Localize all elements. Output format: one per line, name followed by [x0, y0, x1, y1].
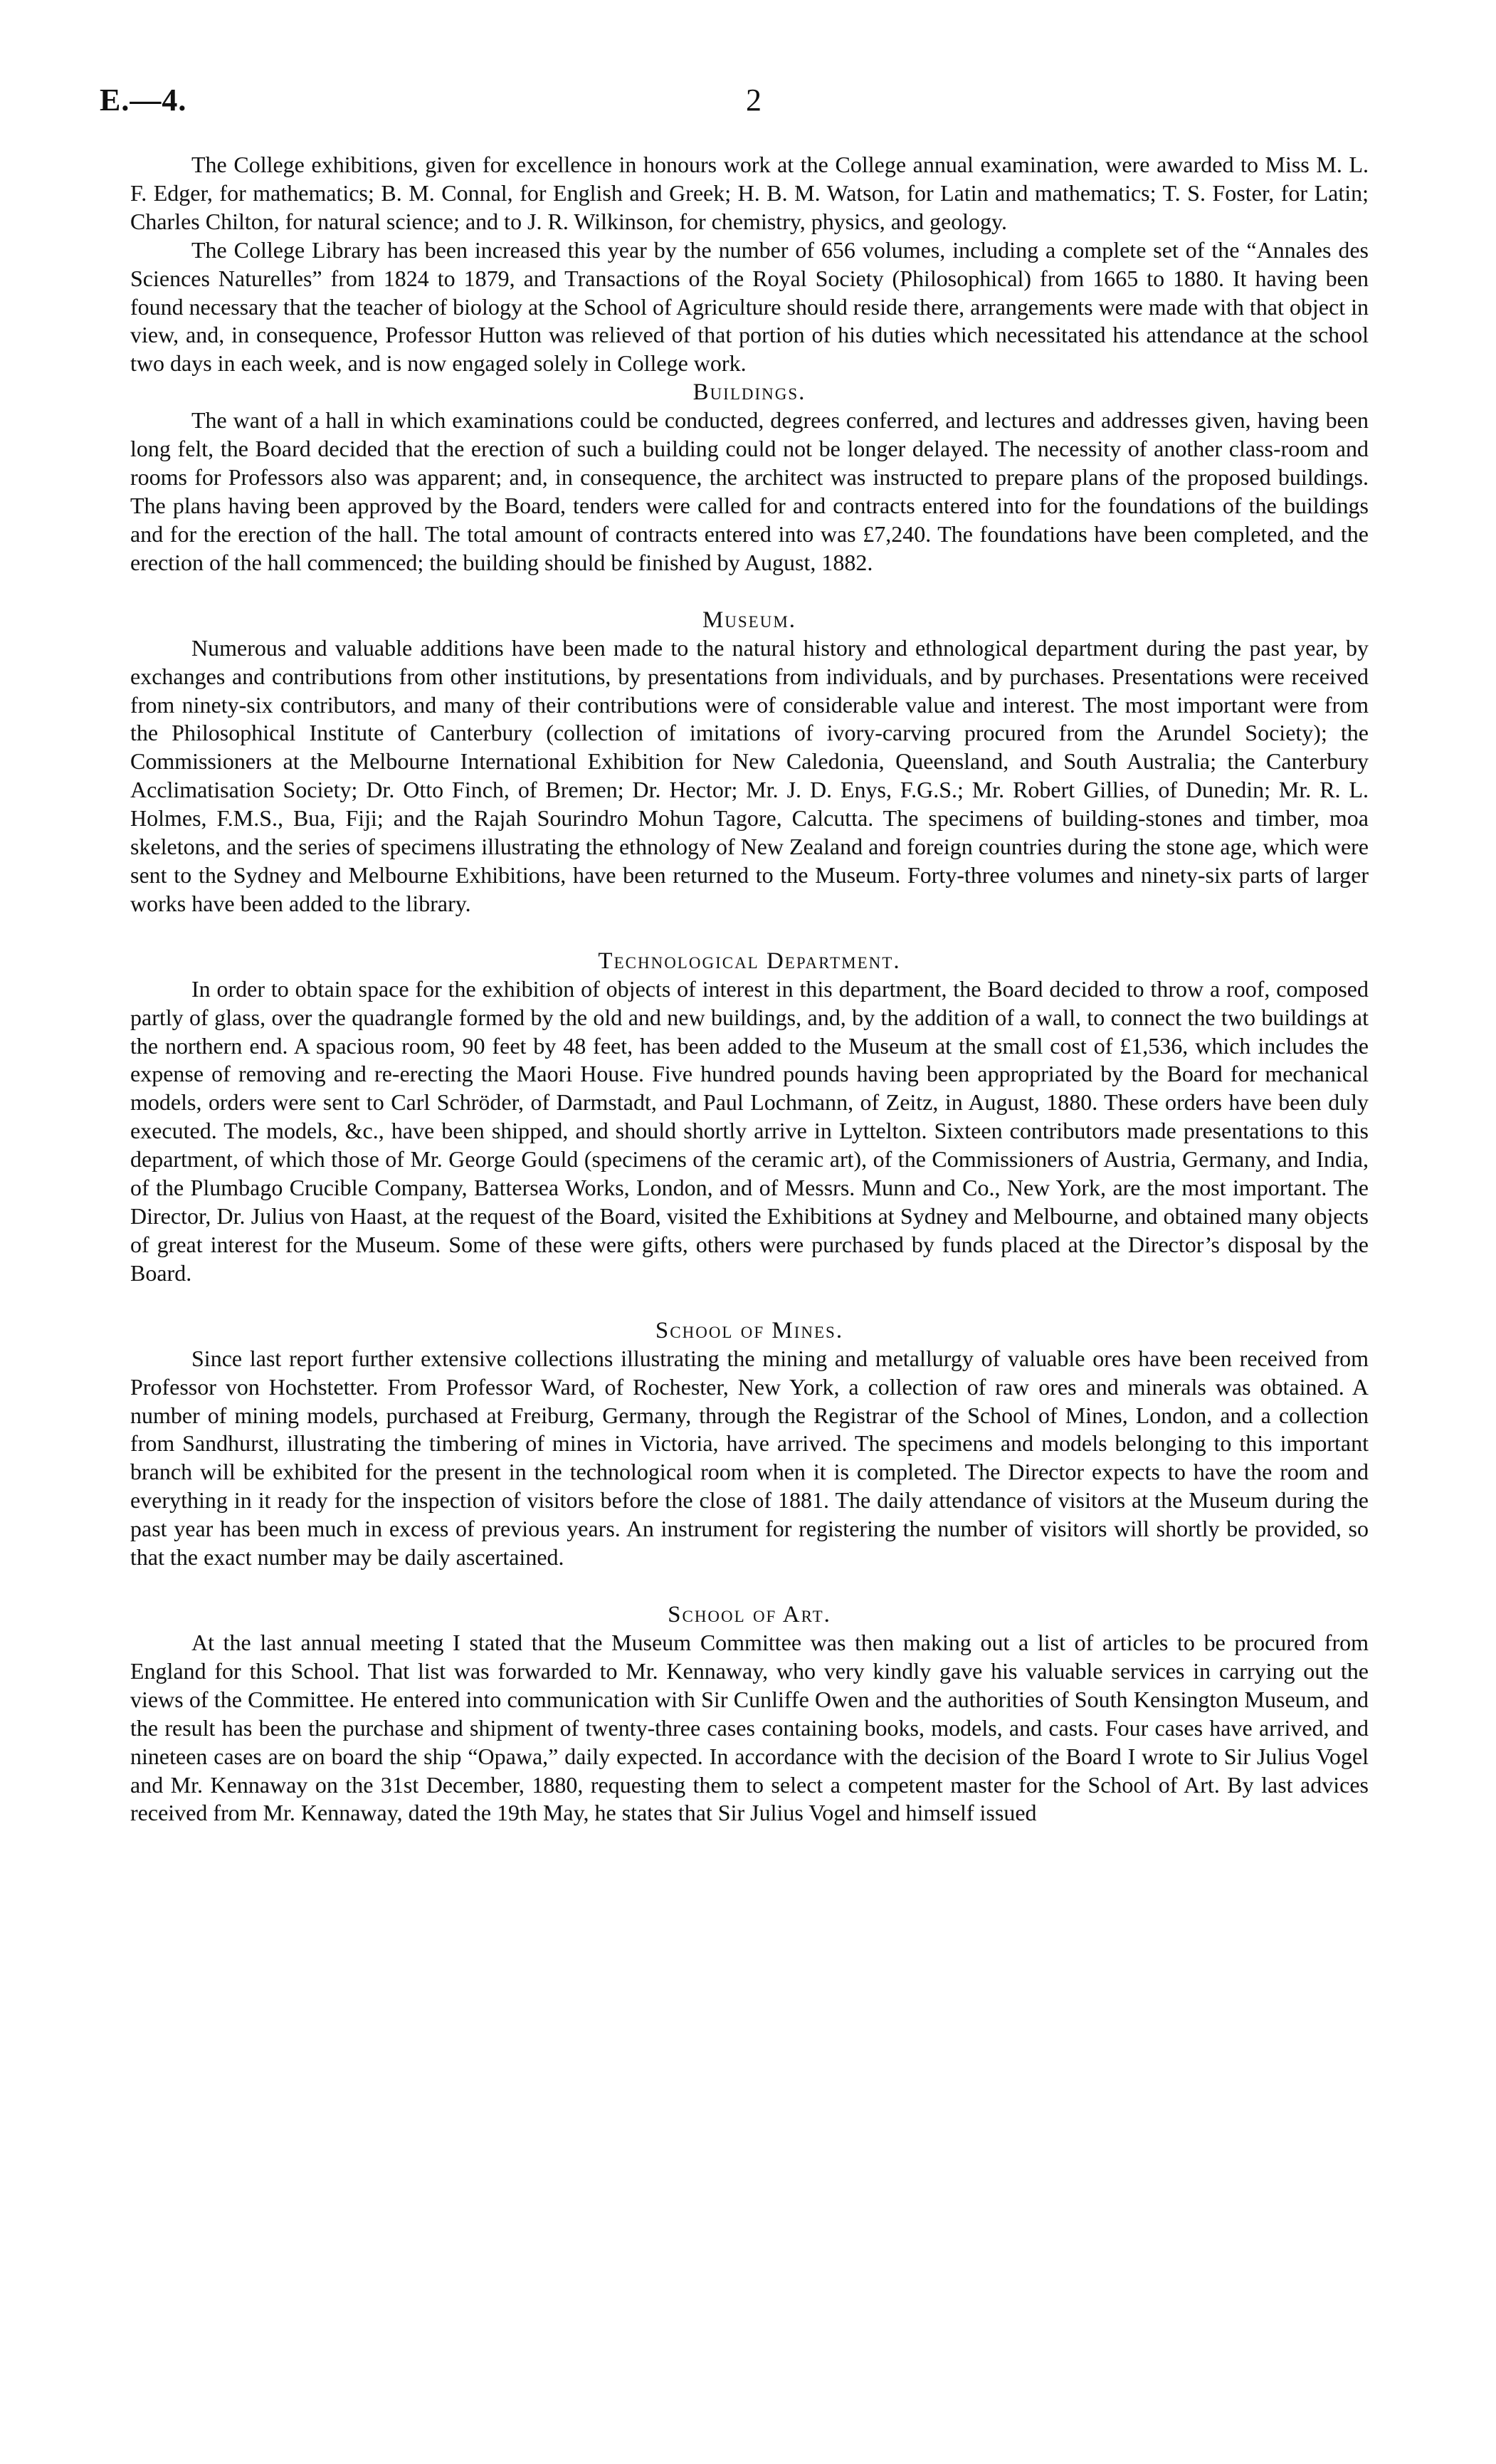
document-body: [130, 151, 1369, 1828]
page-number: 2: [746, 83, 762, 117]
paragraph-exhibitions: The College exhibitions, given for excellence in honours work at the College annual examination, were awarded to Miss M. L. F. Edger, for mathematics; B. M. Connal, for English and Greek; H. B. M. Watson, for Latin and mathematics; T. S. Foster, for Latin; Charles Chilton, for natural science; and to J. R. Wilkinson, for chemistry, physics, and geology.: [130, 152, 1369, 234]
paragraph-school-of-art: At the last annual meeting I stated that the Museum Committee was then making out a list of articles to be procured from England for this School. That list was forwarded to Mr. Kennaway, who very kindly gave his valuable services in carrying out the views of the Committee. He entered into communication with Sir Cunliffe Owen and the authorities of South Kensington Museum, and the result has been the purchase and shipment of twenty-three cases containing books, models, and casts. Four cases have arrived, and nineteen cases are on board the ship “Opawa,” daily expected. In accordance with the decision of the Board I wrote to Sir Julius Vogel and Mr. Kennaway on the 31st December, 1880, requesting them to select a competent master for the School of Art. By last advices received from Mr. Kennaway, dated the 19th May, he states that Sir Julius Vogel and himself issued: [130, 1629, 1369, 1826]
heading-technological-department: Technological Department.: [598, 948, 901, 974]
document-reference: E.—4.: [100, 83, 187, 117]
heading-buildings: Buildings.: [692, 379, 806, 406]
heading-museum: Museum.: [702, 607, 797, 633]
paragraph-museum: Numerous and valuable additions have been made to the natural history and ethnological department during the past year, by exchanges and contributions from other institutions, by presentations from individuals, and by purchases. Presentations were received from ninety-six contributors, and many of their contributions were of considerable value and interest. The most important were from the Philosophical Institute of Canterbury (collection of imitations of ivory-carving procured from the Arundel Society); the Commissioners at the Melbourne International Exhibition for New Caledonia, Queensland, and South Australia; the Canterbury Acclimatisation Society; Dr. Otto Finch, of Bremen; Dr. Hector; Mr. J. D. Enys, F.G.S.; Mr. Robert Gillies, of Dunedin; Mr. R. L. Holmes, F.M.S., Bua, Fiji; and the Rajah Sourindro Mohun Tagore, Calcutta. The specimens of building-stones and timber, moa skeletons, and the series of specimens illustrating the ethnology of New Zealand and foreign countries during the stone age, which were sent to the Sydney and Melbourne Exhibitions, have been returned to the Museum. Forty-three volumes and ninety-six parts of larger works have been added to the library.: [130, 634, 1369, 916]
paragraph-technological-department: In order to obtain space for the exhibition of objects of interest in this department, the Board decided to throw a roof, composed partly of glass, over the quadrangle formed by the old and new buildings, and, by the addition of a wall, to connect the two buildings at the northern end. A spacious room, 90 feet by 48 feet, has been added to the Museum at the small cost of £1,536, which includes the expense of removing and re-erecting the Maori House. Five hundred pounds having been appropriated by the Board for mechanical models, orders were sent to Carl Schröder, of Darmstadt, and Paul Lochmann, of Zeitz, in August, 1880. These orders have been duly executed. The models, &c., have been shipped, and should shortly arrive in Lyttelton. Sixteen contributors made presentations to this department, of which those of Mr. George Gould (specimens of the ceramic art), of the Commissioners of Austria, Germany, and India, of the Plumbago Crucible Company, Battersea Works, London, and of Messrs. Munn and Co., New York, are the most important. The Director, Dr. Julius von Haast, at the request of the Board, visited the Exhibitions at Sydney and Melbourne, and obtained many objects of great interest for the Museum. Some of these were gifts, others were purchased by funds placed at the Director’s disposal by the Board.: [130, 975, 1369, 1286]
paragraph-buildings: The want of a hall in which examinations could be conducted, degrees conferred, and lectures and addresses given, having been long felt, the Board decided that the erection of such a building could not be longer delayed. The necessity of another class-room and rooms for Professors also was apparent; and, in consequence, the architect was instructed to prepare plans of the proposed buildings. The plans having been approved by the Board, tenders were called for and contracts entered into for the foundations of the buildings and for the erection of the hall. The total amount of contracts entered into was £7,240. The foundations have been completed, and the erection of the hall commenced; the building should be finished by August, 1882.: [130, 407, 1369, 575]
paragraph-school-of-mines: Since last report further extensive collections illustrating the mining and metallurgy of valuable ores have been received from Professor von Hochstetter. From Professor Ward, of Rochester, New York, a collection of raw ores and minerals was obtained. A number of mining models, purchased at Freiburg, Germany, through the Registrar of the School of Mines, London, and a collection from Sandhurst, illustrating the timbering of mines in Victoria, have arrived. The specimens and models belonging to this important branch will be exhibited for the present in the technological room when it is completed. The Director expects to have the room and everything in it ready for the inspection of visitors before the close of 1881. The daily attendance of visitors at the Museum during the past year has been much in excess of previous years. An instrument for registering the number of visitors will shortly be provided, so that the exact number may be daily ascertained.: [130, 1345, 1369, 1571]
heading-school-of-art: School of Art.: [668, 1601, 831, 1627]
heading-school-of-mines: School of Mines.: [655, 1317, 844, 1343]
paragraph-library: The College Library has been increased this year by the number of 656 volumes, including a complete set of the “Annales des Sciences Naturelles” from 1824 to 1879, and Transactions of the Royal Society (Philosophical) from 1665 to 1880. It having been found necessary that the teacher of biology at the School of Agriculture should reside there, arrangements were made with that object in view, and, in consequence, Professor Hutton was relieved of that portion of his duties which necessitated his attendance at the school two days in each week, and is now engaged solely in College work.: [130, 236, 1369, 377]
